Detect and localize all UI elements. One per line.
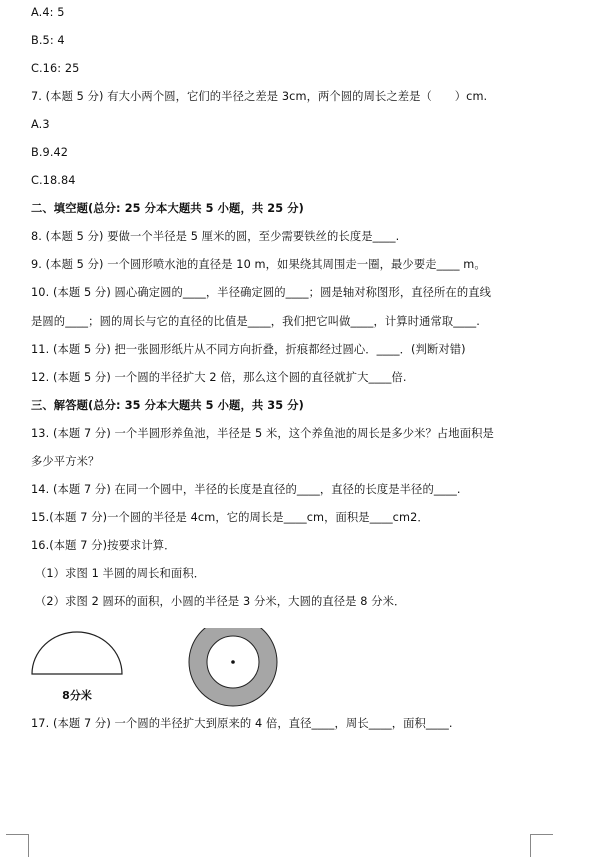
q7-option-a: A.3 <box>31 118 50 131</box>
figure-1-semicircle <box>32 632 122 702</box>
question-13-line-2: 多少平方米？ <box>31 455 100 468</box>
figures-svg <box>28 628 328 708</box>
section-fill-in-heading: 二、填空题(总分: 25 分本大题共 5 小题，共 25 分) <box>31 202 304 215</box>
question-16: 16.(本题 7 分)按要求计算． <box>31 539 176 552</box>
figures <box>28 628 328 708</box>
question-17: 17. (本题 7 分) 一个圆的半径扩大到原来的 4 倍，直径____，周长____，面积____. <box>31 717 453 730</box>
figure-2-ring <box>189 628 277 706</box>
question-14: 14. (本题 7 分) 在同一个圆中，半径的长度是直径的____，直径的长度是半径的____. <box>31 483 461 496</box>
question-8: 8. (本题 5 分) 要做一个半径是 5 厘米的圆，至少需要铁丝的长度是____. <box>31 230 400 243</box>
question-11: 11. (本题 5 分) 把一张圆形纸片从不同方向折叠，折痕都经过圆心．____．(判断对错) <box>31 343 466 356</box>
question-9: 9. (本题 5 分) 一个圆形喷水池的直径是 10 m，如果绕其周围走一圈，最少要走____ m。 <box>31 258 486 271</box>
q7-option-b: B.9.42 <box>31 146 69 159</box>
line-option-b-ratio: B.5: 4 <box>31 34 65 47</box>
question-10-line-1: 10. (本题 5 分) 圆心确定圆的____，半径确定圆的____；圆是轴对称图形，直径所在的直线 <box>31 286 492 299</box>
question-16-part-1: （1）求图 1 半圆的周长和面积． <box>35 567 206 580</box>
page-corner-bottom-left <box>6 834 29 857</box>
semicircle-diameter-label: 8分米 <box>62 689 92 702</box>
question-12: 12. (本题 5 分) 一个圆的半径扩大 2 倍，那么这个圆的直径就扩大____倍. <box>31 371 407 384</box>
line-option-a-ratio: A.4: 5 <box>31 6 65 19</box>
question-7: 7. (本题 5 分) 有大小两个圆，它们的半径之差是 3cm，两个圆的周长之差是（ ）cm. <box>31 90 488 103</box>
question-10-line-2: 是圆的____；圆的周长与它的直径的比值是____，我们把它叫做____，计算时通常取____. <box>31 315 480 328</box>
page-corner-bottom-right <box>530 834 553 857</box>
section-answer-heading: 三、解答题(总分: 35 分本大题共 5 小题，共 35 分) <box>31 399 304 412</box>
question-13-line-1: 13. (本题 7 分) 一个半圆形养鱼池，半径是 5 米，这个养鱼池的周长是多少米？占地面积是 <box>31 427 494 440</box>
ring-center-dot <box>231 660 235 664</box>
q7-option-c: C.18.84 <box>31 174 76 187</box>
question-15: 15.(本题 7 分)一个圆的半径是 4cm，它的周长是____cm，面积是____cm2． <box>31 511 429 524</box>
question-16-part-2: （2）求图 2 圆环的面积，小圆的半径是 3 分米，大圆的直径是 8 分米． <box>35 595 406 608</box>
line-option-c-ratio: C.16: 25 <box>31 62 80 75</box>
